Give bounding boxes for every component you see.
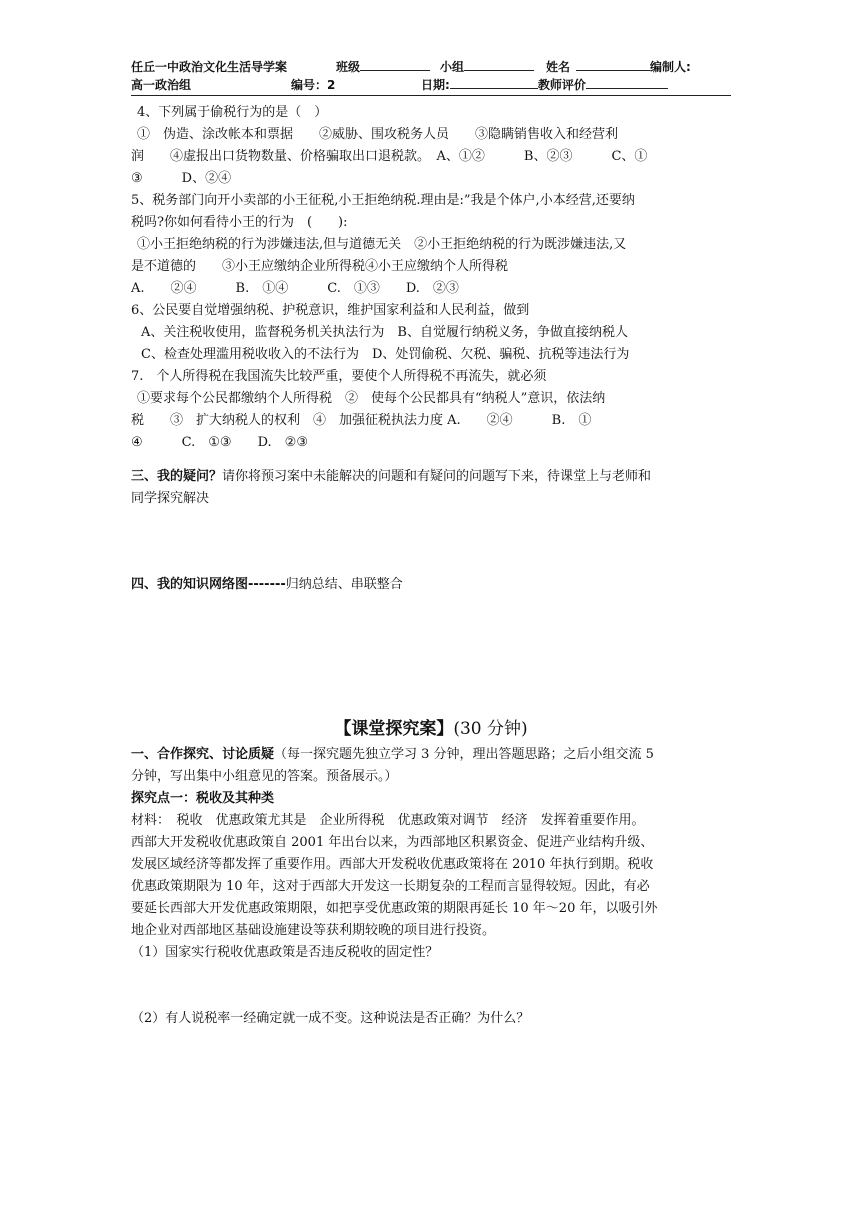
q7-line-1: ①要求每个公民都缴纳个人所得税 ② 使每个公民都具有“纳税人”意识，依法纳 [137,391,606,406]
name-blank[interactable] [576,58,650,71]
editor-label: 编制人: [650,60,691,74]
question-1: （1）国家实行税收优惠政策是否违反税收的固定性？ [131,945,439,960]
eval-blank[interactable] [586,76,668,89]
group-blank[interactable] [464,58,534,71]
section-3-text: 请你将预习案中未能解决的问题和有疑问的问题写下来，待课堂上与老师和 [222,469,652,484]
group-label: 小组 [440,60,465,74]
classroom-title [131,716,731,742]
header-rule [131,95,731,96]
material-line-5: 要延长西部大开发优惠政策期限，如把享受优惠政策的期限再延长 10 年～20 年，以吸引外 [131,901,658,916]
class-label: 班级 [336,60,361,74]
part-1 [131,744,731,766]
part-1-text-2: 分钟，写出集中小组意见的答案。预备展示。） [131,769,398,784]
q6-stem: 6、公民要自觉增强纳税、护税意识，维护国家利益和人民利益，做到 [131,303,530,318]
worksheet-page [131,58,731,1030]
eval-label: 教师评价 [537,78,586,92]
part-1-text: （每一探究题先独立学习 3 分钟，理出答题思路；之后小组交流 5 [274,747,654,762]
q4-line-3: ③ D、②④ [131,171,232,186]
q4-line-1: ① 伪造、涂改帐本和票据 ②威胁、围攻税务人员 ③隐瞒销售收入和经营利 [137,127,619,142]
q7-stem: 7. 个人所得税在我国流失比较严重，要使个人所得税不再流失，就必须 [131,369,547,384]
q7-line-2: 税 ③ 扩大纳税人的权利 ④ 加强征税执法力度 A. ②④ B. ① [131,413,592,428]
doc-number: 编号：2 [291,78,336,92]
q5-line-1: 5、税务部门向开小卖部的小王征税,小王拒绝纳税.理由是:”我是个体户,小本经营,还要纳 [131,193,635,208]
question-2: （2）有人说税率一经确定就一成不变。这种说法是否正确？为什么？ [131,1011,530,1026]
q5-line-2: 税吗?你如何看待小王的行为 ( ): [131,215,348,230]
section-4-title: 四、我的知识网络图------- [131,577,286,592]
answer-space-1[interactable] [131,964,731,1008]
date-blank[interactable] [450,76,538,89]
q5-line-3: ①小王拒绝纳税的行为涉嫌违法,但与道德无关 ②小王拒绝纳税的行为既涉嫌违法,又 [137,237,627,252]
material-line-6: 地企业对西部地区基础设施建设等获利期较晚的项目进行投资。 [131,923,496,938]
worksheet-body [131,102,731,1030]
q6-option-ab: A、关注税收使用，监督税务机关执法行为 B、自觉履行纳税义务，争做直接纳税人 [141,325,628,340]
section-4-text: 归纳总结、串联整合 [285,577,403,592]
date-label: 日期: [421,78,450,92]
q4-line-2: 润 ④虚报出口货物数量、价格骗取出口退税款。 A、①② B、②③ C、① [131,149,648,164]
section-3-title: 三、我的疑问？ [131,469,223,484]
q5-options: A. ②④ B. ①④ C. ①③ D. ②③ [131,281,459,296]
header-row-1 [131,58,731,76]
section-4 [131,574,731,596]
material-line-2: 西部大开发税收优惠政策自 2001 年出台以来，为西部地区积累资金、促进产业结构升级、 [131,835,654,850]
q7-line-3: ④ C. ①③ D. ②③ [131,435,308,450]
point-1-title: 探究点一：税收及其种类 [131,791,275,806]
material-line-4: 优惠政策期限为 10 年，这对于西部大开发这一长期复杂的工程而言显得较短。因此，有必 [131,879,650,894]
q4-stem: 4、下列属于偷税行为的是（ ） [137,105,328,120]
classroom-duration: (30 分钟) [453,719,528,739]
material-line-3: 发展区域经济等都发挥了重要作用。西部大开发税收优惠政策将在 2010 年执行到期。税收 [131,857,654,872]
name-label: 姓名 [546,60,571,74]
header-row-2 [131,76,731,94]
section-3 [131,466,731,488]
part-1-title: 一、合作探究、讨论质疑 [131,747,275,762]
class-blank[interactable] [360,58,430,71]
section-3-text-2: 同学探究解决 [131,491,210,506]
q5-line-4: 是不道德的 ③小王应缴纳企业所得税④小王应缴纳个人所得税 [131,259,509,274]
material-line-1: 材料： 税收 优惠政策尤其是 企业所得税 优惠政策对调节 经济 发挥着重要作用。 [131,813,645,828]
classroom-title-text: 【课堂探究案】 [334,719,454,739]
q6-option-cd: C、检查处理滥用税收收入的不法行为 D、处罚偷税、欠税、骗税、抗税等违法行为 [141,347,630,362]
dept-name: 高一政治组 [131,78,192,92]
school-title: 任丘一中政治文化生活导学案 [131,60,288,74]
